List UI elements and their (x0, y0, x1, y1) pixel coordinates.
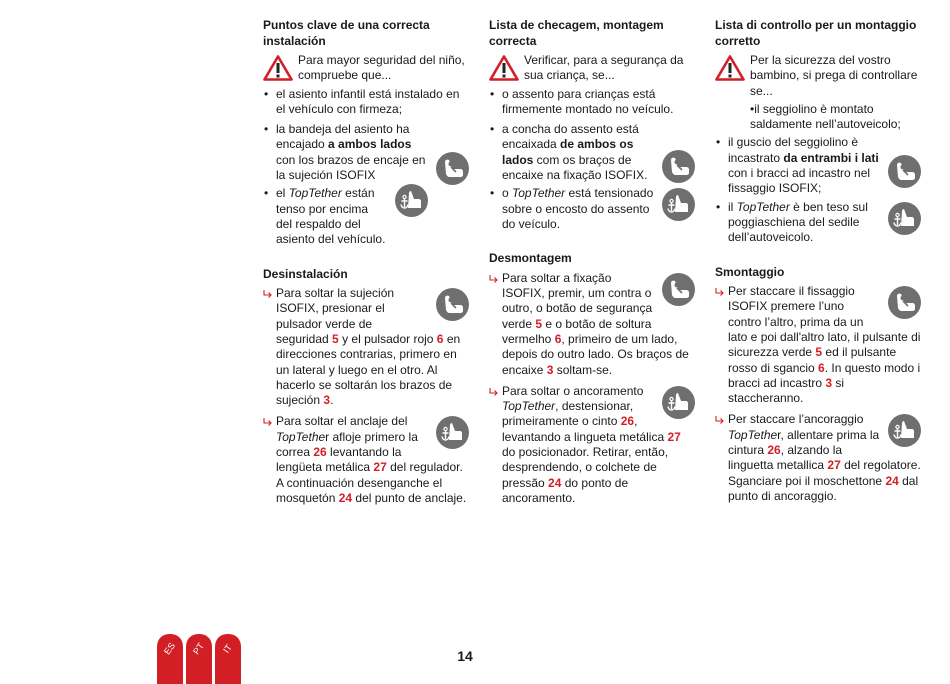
removal-title: Desmontagem (489, 251, 572, 266)
checklist-item: • a concha do assento está encaixada de ambos os lados com os braços de encaixe na fixação ISOFIX. (489, 122, 695, 183)
warning-note (263, 53, 469, 84)
removal-step: Per staccare il fissaggio ISOFIX premere l’uno contro l’altro, prima da un lato e poi dall'altro lato, il pulsante di sicurezza verde 5 ed il pulsante rosso di sgancio 6. In questo modo i bracci ad incastro 3 si staccheranno. (715, 284, 921, 406)
column-es (263, 18, 469, 512)
warning-note (489, 53, 695, 84)
checklist-item: • il TopTether è ben teso sul poggiaschiena del sedile dell’autoveicolo. (715, 200, 921, 246)
checklist-item: • o TopTether está tensionado sobre o encosto do assento do veículo. (489, 186, 695, 232)
removal-step: Per staccare l’ancoraggio TopTether, allentare prima la cintura 26, alzando la linguetta metallica 27 del regolatore. Sganciare poi il moschettone 24 dal punto di ancoraggio. (715, 412, 921, 504)
checklist-intro-item: •il seggiolino è montato saldamente nell’autoveicolo; (750, 101, 901, 132)
removal-title: Smontaggio (715, 264, 785, 279)
warning-icon (715, 55, 745, 81)
seat-icon (662, 150, 695, 183)
removal-steps (263, 286, 469, 506)
column-it (715, 18, 921, 510)
arrow-icon (263, 417, 273, 427)
removal-step: Para soltar la sujeción ISOFIX, presionar el pulsador verde de seguridad 5 y el pulsador rojo 6 en direcciones contrarias, primero en un lateral y luego en el otro. Al hacerlo se soltarán los brazos de sujeción 3. (263, 286, 469, 408)
checklist (263, 87, 469, 248)
arrow-icon (489, 274, 499, 284)
anchor-seat-icon (888, 202, 921, 235)
anchor-seat-icon (395, 184, 428, 217)
warning-text: Verificar, para a segurança da sua criança, se... (524, 53, 684, 83)
seat-icon (888, 155, 921, 188)
checklist-item: • la bandeja del asiento ha encajado a ambos lados con los brazos de encaje en la sujeción ISOFIX (263, 122, 469, 183)
checklist-title: Lista di controllo per un montaggio corretto (715, 18, 917, 48)
checklist-title: Lista de checagem, montagem correcta (489, 18, 664, 48)
checklist (715, 135, 921, 245)
seat-icon (436, 152, 469, 185)
anchor-seat-icon (888, 414, 921, 447)
warning-text: Per la sicurezza del vostro bambino, si prega di controllare se... (750, 53, 918, 98)
warning-icon (489, 55, 519, 81)
page-number: 14 (457, 648, 473, 664)
checklist-item: • o assento para crianças está firmemente montado no veículo. (489, 87, 695, 118)
seat-icon (662, 273, 695, 306)
lang-tab-it-label: IT (221, 642, 234, 655)
arrow-icon (489, 387, 499, 397)
removal-step: Para soltar o ancoramento TopTether, destensionar, primeiramente o cinto 26, levantando a lingueta metálica 27 do posicionador. Retirar, então, desprendendo, o colchete de pressão 24 do ponto de ancoramento. (489, 384, 695, 506)
lang-tab-pt (186, 634, 212, 684)
checklist-item: • el TopTether están tenso por encima del respaldo del asiento del vehículo. (263, 186, 469, 247)
lang-tab-it (215, 634, 241, 684)
warning-note (715, 53, 921, 99)
anchor-seat-icon (662, 188, 695, 221)
arrow-icon (715, 287, 725, 297)
lang-tab-es (157, 634, 183, 684)
removal-steps (489, 271, 695, 506)
anchor-seat-icon (662, 386, 695, 419)
language-tabs (156, 633, 242, 684)
removal-title: Desinstalación (263, 266, 348, 281)
removal-step: Para soltar a fixação ISOFIX, premir, um contra o outro, o botão de segurança verde 5 e o botão de soltura vermelho 6, primeiro de um lado, depois do outro lado. Os braços de encaixe 3 soltam-se. (489, 271, 695, 378)
checklist-title: Puntos clave de una correcta instalación (263, 18, 430, 48)
arrow-icon (263, 289, 273, 299)
checklist (489, 87, 695, 233)
warning-text: Para mayor seguridad del niño, compruebe que... (298, 53, 465, 83)
seat-icon (888, 286, 921, 319)
removal-steps (715, 284, 921, 504)
arrow-icon (715, 415, 725, 425)
seat-icon (436, 288, 469, 321)
lang-tab-pt-label: PT (191, 641, 206, 657)
checklist-item: • il guscio del seggiolino è incastrato da entrambi i lati con i bracci ad incastro nel fissaggio ISOFIX; (715, 135, 921, 196)
warning-icon (263, 55, 293, 81)
checklist-item: • el asiento infantil está instalado en el vehículo con firmeza; (263, 87, 469, 118)
anchor-seat-icon (436, 416, 469, 449)
column-pt (489, 18, 695, 512)
lang-tab-es-label: ES (161, 640, 178, 657)
removal-step: Para soltar el anclaje del TopTether afloje primero la correa 26 levantando la lengüeta metálica 27 del regulador. A continuación desenganche el mosquetón 24 del punto de anclaje. (263, 414, 469, 506)
